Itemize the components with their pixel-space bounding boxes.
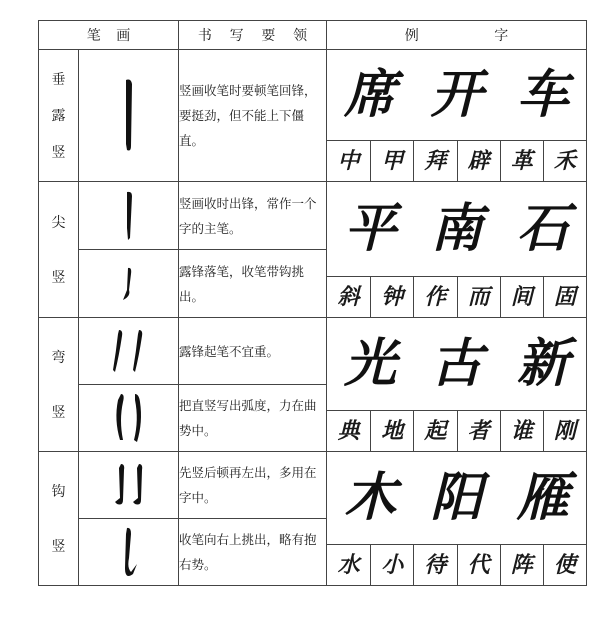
header-char: 字 — [494, 28, 509, 44]
small-example-char: 而 — [457, 277, 500, 317]
small-example-char: 典 — [337, 418, 360, 444]
big-example-char: 开 — [430, 64, 483, 125]
header-row — [39, 21, 587, 50]
header-char: 要 — [261, 28, 276, 44]
big-example-char: 石 — [516, 198, 569, 259]
stroke-name-char: 钩 — [51, 484, 66, 500]
stroke-sample — [79, 385, 179, 452]
small-example-char: 拜 — [413, 141, 456, 181]
group-row — [39, 318, 587, 385]
small-example-char: 间 — [500, 277, 543, 317]
calligraphy-stroke-table — [38, 20, 587, 586]
small-example-char: 甲 — [370, 141, 413, 181]
header-char: 画 — [116, 28, 131, 44]
stroke-name-char: 垂 — [51, 71, 66, 88]
group-row — [39, 50, 587, 182]
stroke-sample — [79, 519, 179, 586]
description: 竖画收时出锋，常作一个字的主笔。 — [179, 182, 327, 250]
description: 把直竖写出弧度，力在曲势中。 — [179, 385, 327, 452]
example-cell — [327, 50, 587, 182]
small-example-char: 中 — [337, 148, 360, 174]
header-writing-points — [179, 21, 327, 50]
small-example-char: 钟 — [370, 277, 413, 317]
header-char: 笔 — [86, 28, 101, 44]
example-cell — [327, 182, 587, 318]
small-example-char: 阵 — [500, 545, 543, 585]
stroke-sample-image — [109, 524, 149, 580]
small-example-char: 代 — [457, 545, 500, 585]
small-example-char: 起 — [413, 411, 456, 451]
small-example-char: 固 — [543, 277, 586, 317]
stroke-sample — [79, 182, 179, 250]
small-example-char: 使 — [543, 545, 586, 585]
group-row — [39, 452, 587, 519]
big-example-char: 新 — [516, 333, 569, 394]
example-cell — [327, 318, 587, 452]
description: 露锋起笔不宜重。 — [179, 318, 327, 385]
small-example-char: 作 — [413, 277, 456, 317]
stroke-name-char: 弯 — [51, 350, 66, 366]
small-example-char: 斜 — [337, 284, 360, 310]
big-example-char: 车 — [516, 64, 569, 125]
big-example-char: 雁 — [516, 467, 569, 528]
stroke-name — [39, 318, 79, 452]
small-example-char: 地 — [370, 411, 413, 451]
stroke-name-char: 竖 — [51, 405, 66, 421]
stroke-sample — [79, 452, 179, 519]
description: 露锋落笔，收笔带钩挑出。 — [179, 250, 327, 318]
group-row — [39, 182, 587, 250]
small-example-char: 小 — [370, 545, 413, 585]
header-char: 例 — [404, 28, 419, 44]
description: 先竖后顿再左出，多用在字中。 — [179, 452, 327, 519]
stroke-sample-image — [109, 188, 149, 244]
stroke-name-char: 竖 — [51, 539, 66, 555]
stroke-name — [39, 182, 79, 318]
big-example-char: 南 — [430, 198, 483, 259]
big-example-char: 木 — [344, 467, 397, 528]
stroke-name-char: 尖 — [51, 215, 66, 231]
header-char: 书 — [197, 28, 212, 44]
header-examples — [327, 21, 587, 50]
small-example-char: 水 — [337, 552, 360, 578]
small-example-char: 禾 — [543, 141, 586, 181]
stroke-name-char: 露 — [51, 108, 66, 125]
stroke-sample-image — [109, 264, 149, 304]
small-example-char: 革 — [500, 141, 543, 181]
small-example-char: 辟 — [457, 141, 500, 181]
stroke-sample — [79, 318, 179, 385]
stroke-name — [39, 50, 79, 182]
stroke-name-char: 竖 — [51, 145, 66, 162]
header-char: 领 — [293, 28, 308, 44]
stroke-sample-image — [109, 76, 149, 156]
small-example-char: 者 — [457, 411, 500, 451]
description: 竖画收笔时要顿笔回锋，要挺劲，但不能上下僵直。 — [179, 50, 327, 182]
big-example-char: 古 — [430, 333, 483, 394]
stroke-sample — [79, 250, 179, 318]
small-example-char: 待 — [413, 545, 456, 585]
big-example-char: 席 — [344, 64, 397, 125]
stroke-name — [39, 452, 79, 586]
example-cell — [327, 452, 587, 586]
stroke-sample-image — [99, 326, 159, 376]
stroke-sample — [79, 50, 179, 182]
stroke-sample-image — [99, 460, 159, 510]
small-example-char: 刚 — [543, 411, 586, 451]
small-example-char: 谁 — [500, 411, 543, 451]
header-stroke — [39, 21, 179, 50]
big-example-char: 阳 — [430, 467, 483, 528]
header-char: 写 — [229, 28, 244, 44]
stroke-name-char: 竖 — [51, 270, 66, 286]
big-example-char: 平 — [344, 198, 397, 259]
stroke-sample-image — [99, 390, 159, 446]
description: 收笔向右上挑出，略有抱右势。 — [179, 519, 327, 586]
big-example-char: 光 — [344, 333, 397, 394]
